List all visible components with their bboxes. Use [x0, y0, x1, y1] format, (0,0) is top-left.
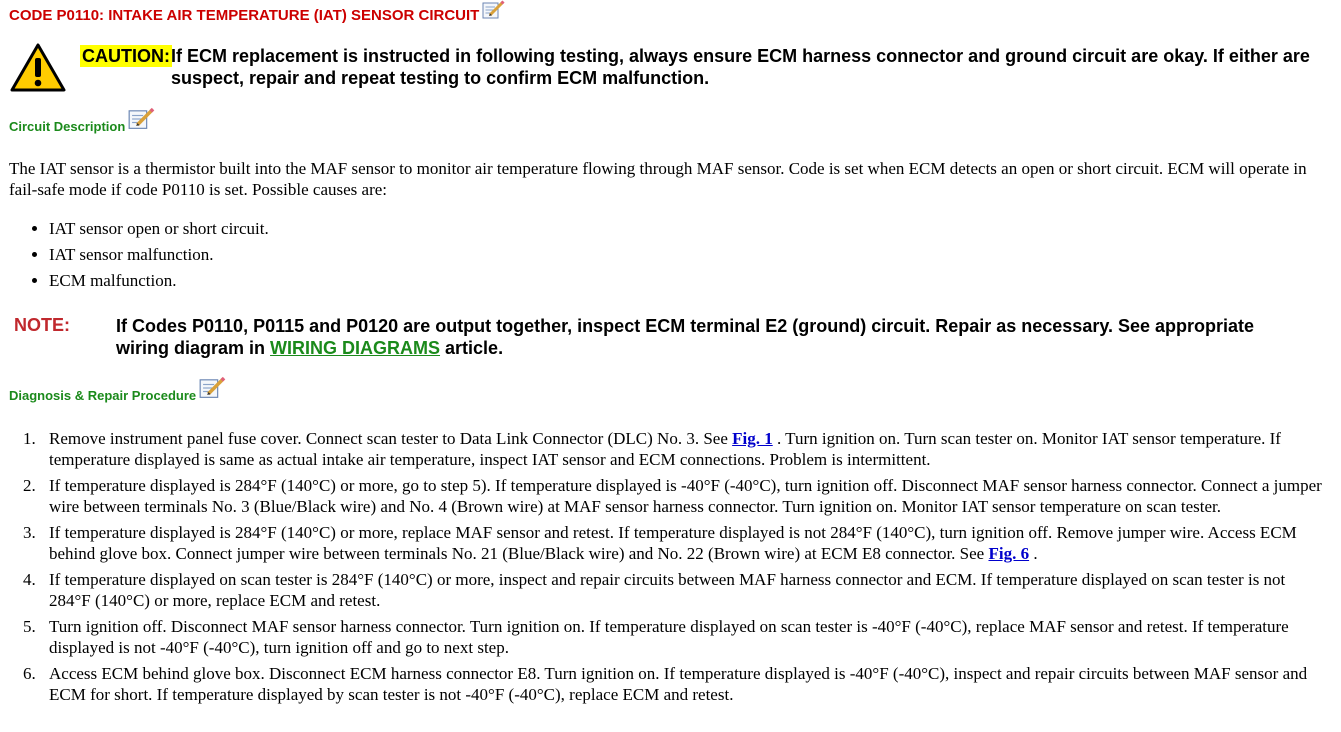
diagnosis-steps-list [9, 428, 1331, 710]
step-number: 2. [23, 476, 36, 495]
step-number: 3. [23, 523, 36, 542]
edit-note-icon[interactable] [128, 107, 156, 134]
step-number: 4. [23, 570, 36, 589]
wiring-diagrams-link[interactable]: WIRING DIAGRAMS [270, 338, 441, 358]
step-number: 5. [23, 617, 36, 636]
page-title-row [9, 3, 506, 27]
note-label: NOTE: [14, 315, 70, 335]
procedure-step: 6. Access ECM behind glove box. Disconnect ECM harness connector E8. Turn ignition on. If temperature displayed is -40°F (-40°C), inspect and repair circuits between MAF sensor and ECM for short. If temperature displayed by scan tester is not -40°F (-40°C), replace ECM and retest. [23, 664, 1308, 704]
edit-note-icon[interactable] [199, 376, 227, 403]
circuit-description-text: The IAT sensor is a thermistor built into the MAF sensor to monitor air temperature flowing through MAF sensor. Code is set when ECM detects an open or short circuit. ECM will operate in fail-safe mode if code P0110 is set. Possible causes are: [9, 159, 1307, 199]
circuit-description-heading-row [9, 113, 156, 140]
bullet-icon [32, 252, 37, 257]
step-number: 6. [23, 664, 36, 683]
caution-text: If ECM replacement is instructed in following testing, always ensure ECM harness connector and ground circuit are okay. If either are suspect, repair and repeat testing to confirm ECM malfunction. [171, 46, 1310, 88]
bullet-icon [32, 226, 37, 231]
procedure-step: 5. Turn ignition off. Disconnect MAF sensor harness connector. Turn ignition on. If temperature displayed on scan tester is -40°F (-40°C), replace MAF sensor and retest. If temperature displayed is not -40°F (-40°C), turn ignition off and go to next step. [23, 617, 1289, 657]
list-item: ECM malfunction. [26, 270, 269, 296]
caution-label: CAUTION: [82, 46, 170, 66]
edit-note-icon[interactable] [482, 0, 506, 24]
warning-triangle-icon [10, 43, 66, 98]
bullet-icon [32, 278, 37, 283]
procedure-step: 2. If temperature displayed is 284°F (140°C) or more, go to step 5). If temperature displayed is -40°F (-40°C), turn ignition off. Disconnect MAF sensor harness connector. Connect a jumper wire between terminals No. 3 (Blue/Black wire) and No. 4 (Brown wire) at MAF sensor harness connector. Turn ignition on. Monitor IAT sensor temperature on scan tester. [23, 476, 1322, 516]
caution-block [10, 43, 1330, 93]
fig-6-link[interactable]: Fig. 6 [988, 544, 1030, 563]
diagnosis-heading: Diagnosis & Repair Procedure [9, 388, 197, 403]
diagnosis-heading-row [9, 382, 227, 409]
step-number: 1. [23, 429, 36, 448]
note-text: If Codes P0110, P0115 and P0120 are output together, inspect ECM terminal E2 (ground) circuit. Repair as necessary. See appropriate wiring diagram in WIRING DIAGRAMS article. [116, 316, 1255, 358]
circuit-description-heading: Circuit Description [9, 119, 126, 134]
page-title: CODE P0110: INTAKE AIR TEMPERATURE (IAT) SENSOR CIRCUIT [9, 6, 480, 24]
procedure-step: 3. If temperature displayed is 284°F (140°C) or more, replace MAF sensor and retest. If temperature displayed is not 284°F (140°C), turn ignition off. Remove jumper wire. Access ECM behind glove box. Connect jumper wire between terminals No. 21 (Blue/Black wire) and No. 22 (Brown wire) at ECM E8 connector. See Fig. 6 . [23, 523, 1297, 563]
list-item: IAT sensor open or short circuit. [26, 218, 269, 244]
fig-1-link[interactable]: Fig. 1 [732, 429, 773, 448]
list-item: IAT sensor malfunction. [26, 244, 269, 270]
possible-causes-list [26, 218, 269, 296]
procedure-step: 1. Remove instrument panel fuse cover. Connect scan tester to Data Link Connector (DLC) No. 3. See Fig. 1 . Turn ignition on. Turn scan tester on. Monitor IAT sensor temperature. If temperature displayed is same as actual intake air temperature, inspect IAT sensor and ECM connections. Problem is intermittent. [23, 429, 1281, 469]
procedure-step: 4. If temperature displayed on scan tester is 284°F (140°C) or more, inspect and repair circuits between MAF harness connector and ECM. If temperature displayed on scan tester is not 284°F (140°C) or more, replace ECM and retest. [23, 570, 1286, 610]
